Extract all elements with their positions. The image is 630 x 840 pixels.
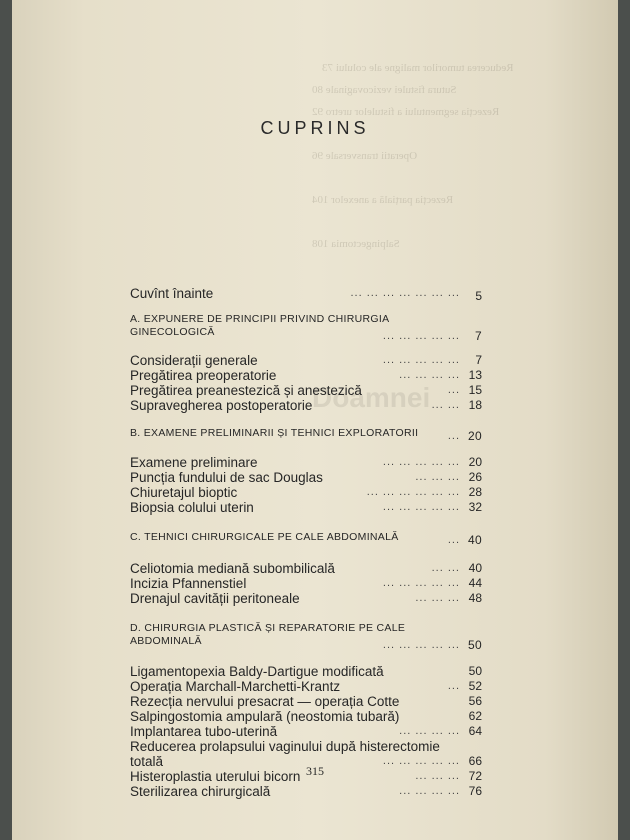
toc-entry-page: 28 — [468, 485, 482, 499]
toc-entry — [130, 398, 482, 413]
toc-leader: ... — [447, 680, 460, 692]
toc-entry-title: Incizia Pfannenstiel — [130, 576, 247, 591]
toc-entry-title: Considerații generale — [130, 353, 258, 368]
toc-entry-title: Ligamentopexia Baldy-Dartigue modificată — [130, 664, 384, 679]
toc-entry-title: Pregătirea preoperatorie — [130, 368, 277, 383]
toc-entry-page: 7 — [475, 329, 482, 343]
toc-leader: ... ... ... ... — [399, 725, 460, 737]
toc-section-title: D. CHIRURGIA PLASTICĂ ȘI REPARATORIE PE CALE ABDOMINALĂ — [130, 622, 406, 647]
toc-entry-title: Examene preliminare — [130, 455, 258, 470]
toc-leader: ... ... ... — [415, 471, 460, 483]
toc-entry-page: 13 — [468, 368, 482, 382]
toc-entry — [130, 784, 482, 799]
toc-section-heading — [130, 313, 482, 343]
toc-leader: ... ... ... ... ... — [382, 501, 460, 513]
toc-entry-page: 26 — [468, 470, 482, 484]
toc-entry-page: 62 — [468, 709, 482, 723]
toc-entry-page: 5 — [475, 289, 482, 303]
toc-entry-page: 48 — [468, 591, 482, 605]
bleed-through-text: Sutura fistulei vezicovaginale 80 — [312, 84, 457, 96]
toc-leader: ... ... ... — [415, 592, 460, 604]
toc-entry — [130, 455, 482, 470]
book-page — [12, 0, 618, 840]
toc-entry-title: Chiuretajul bioptic — [130, 485, 238, 500]
page-title: CUPRINS — [260, 118, 370, 138]
toc-leader: ... ... ... ... ... — [382, 639, 460, 651]
toc-leader: ... ... ... ... ... — [382, 456, 460, 468]
toc-leader: ... — [447, 384, 460, 396]
toc-leader: ... ... ... ... — [399, 369, 460, 381]
page-number: 315 — [306, 764, 324, 778]
toc-entry-page: 50 — [468, 638, 482, 652]
toc-leader: ... ... ... ... ... — [382, 577, 460, 589]
toc-entry-page: 40 — [468, 533, 482, 547]
toc-entry — [130, 576, 482, 591]
toc-leader: ... — [447, 430, 460, 442]
toc-entry — [130, 353, 482, 368]
toc-entry-title: Pregătirea preanestezică și anestezică — [130, 383, 362, 398]
toc-entry-title: Histeroplastia uterului bicorn — [130, 769, 301, 784]
watermark: Doamnei — [312, 382, 431, 413]
toc-entry-page: 7 — [475, 353, 482, 367]
bleed-through-text: Salpingectomia 108 — [312, 238, 400, 250]
toc-entry-title: Biopsia colului uterin — [130, 500, 254, 515]
toc-leader: ... ... ... ... — [399, 785, 460, 797]
toc-entry-title: Salpingostomia ampulară (neostomia tubară) — [130, 709, 400, 724]
toc-entry — [130, 694, 482, 709]
toc-leader: ... ... ... ... ... ... — [366, 486, 460, 498]
toc-entry — [130, 679, 482, 694]
toc-entry — [130, 724, 482, 739]
toc-entry-page: 50 — [468, 664, 482, 678]
toc-entry — [130, 470, 482, 485]
toc-entry-page: 40 — [468, 561, 482, 575]
toc-entry — [130, 485, 482, 500]
toc-entry-page: 15 — [468, 383, 482, 397]
toc-section-heading — [130, 622, 482, 652]
toc-entry-title: Cuvînt înainte — [130, 286, 214, 301]
toc-entry-title: Rezecția nervului presacrat — operația Cotte — [130, 694, 400, 709]
toc-section-heading — [130, 531, 482, 547]
toc-entry-page: 64 — [468, 724, 482, 738]
toc-entry-page: 32 — [468, 500, 482, 514]
toc-entry-page: 72 — [468, 769, 482, 783]
toc-leader: ... ... ... — [415, 770, 460, 782]
toc-entry-title: Implantarea tubo-uterină — [130, 724, 278, 739]
bleed-through-text: Operatii transversale 96 — [312, 150, 418, 162]
toc-entry-title: Reducerea prolapsului vaginului după histerectomie totală — [130, 739, 440, 769]
toc-entry — [130, 664, 482, 679]
toc-entry-title: Celiotomia mediană subombilicală — [130, 561, 335, 576]
toc-entry — [130, 591, 482, 606]
toc-entry — [130, 383, 482, 398]
toc-entry-page: 66 — [468, 754, 482, 768]
toc-section-title: A. EXPUNERE DE PRINCIPII PRIVIND CHIRURGIA GINECOLOGICĂ — [130, 313, 389, 338]
toc-entry-title: Puncția fundului de sac Douglas — [130, 470, 323, 485]
toc-leader: ... — [447, 534, 460, 546]
toc-entry-title: Supravegherea postoperatorie — [130, 398, 313, 413]
toc-entry-page: 76 — [468, 784, 482, 798]
toc-entry — [130, 500, 482, 515]
toc-section-heading — [130, 427, 482, 443]
toc-entry — [130, 561, 482, 576]
toc-entry-page: 52 — [468, 679, 482, 693]
bleed-through-text: Rezecția segmentului a fistulelor uretro 92 — [312, 106, 500, 118]
toc-entry-page: 18 — [468, 398, 482, 412]
toc-entry-title: Drenajul cavității peritoneale — [130, 591, 300, 606]
toc-entry-page: 20 — [468, 455, 482, 469]
toc-leader: ... ... — [431, 562, 460, 574]
toc-entry-title: Operația Marchall-Marchetti-Krantz — [130, 679, 341, 694]
table-of-contents — [130, 278, 482, 799]
toc-leader: ... ... — [431, 399, 460, 411]
toc-leader: ... ... ... ... ... — [382, 354, 460, 366]
toc-section-title: B. EXAMENE PRELIMINARII ȘI TEHNICI EXPLORATORII — [130, 427, 419, 439]
toc-entry-page: 44 — [468, 576, 482, 590]
toc-leader: ... ... ... ... ... — [382, 330, 460, 342]
toc-entry-title: Sterilizarea chirurgicală — [130, 784, 271, 799]
bleed-through-text: Reducerea tumorilor maligne ale colului 73 — [322, 62, 514, 74]
toc-section-title: C. TEHNICI CHIRURGICALE PE CALE ABDOMINALĂ — [130, 531, 399, 543]
toc-entry — [130, 709, 482, 724]
toc-entry — [130, 368, 482, 383]
bleed-through-text: Rezecția parțială a anexelor 104 — [312, 194, 454, 206]
toc-entry-page: 56 — [468, 694, 482, 708]
toc-entry-page: 20 — [468, 429, 482, 443]
toc-leader: ... ... ... ... ... — [382, 755, 460, 767]
toc-entry — [130, 286, 482, 301]
toc-leader: ... ... ... ... ... ... ... — [350, 287, 460, 299]
